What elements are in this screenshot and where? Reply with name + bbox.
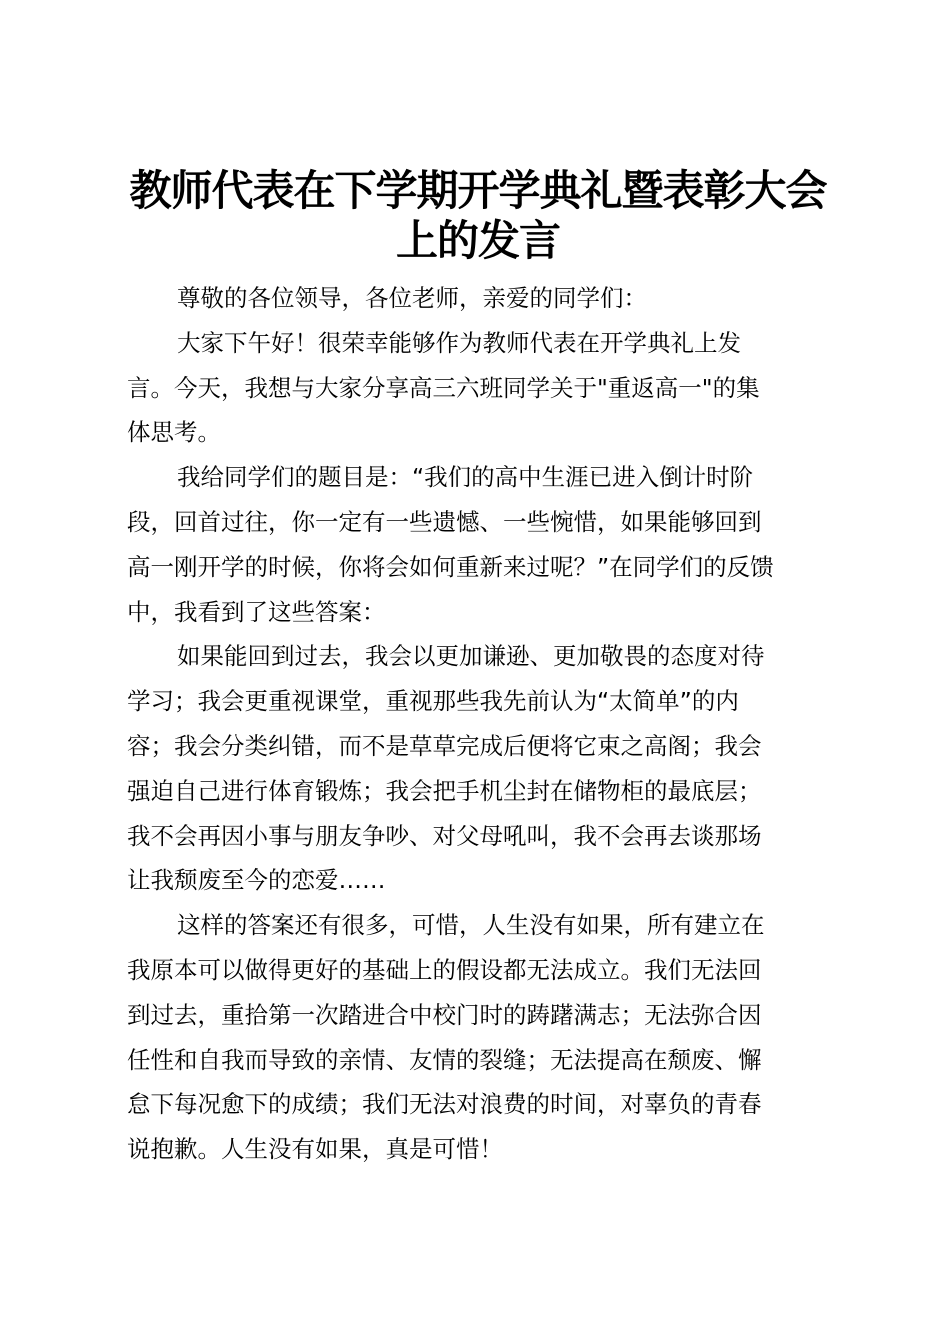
text-line: 说抱歉。人生没有如果，真是可惜！ — [127, 1135, 503, 1164]
document-body — [127, 276, 833, 1172]
text-line: 到过去，重拾第一次踏进合中校门时的踌躇满志；无法弥合因 — [127, 1000, 762, 1029]
text-line: 尊敬的各位领导，各位老师，亲爱的同学们： — [177, 284, 647, 312]
text-line: 我给同学们的题目是：“我们的高中生涯已进入倒计时阶 — [177, 463, 754, 492]
text-line: 言。今天，我想与大家分享高三六班同学关于"重返高一"的集 — [127, 373, 760, 402]
paragraph-question — [127, 455, 833, 634]
text-line: 学习；我会更重视课堂，重视那些我先前认为“太简单”的内 — [127, 687, 739, 716]
text-line: 如果能回到过去，我会以更加谦逊、更加敬畏的态度对待 — [177, 642, 765, 671]
paragraph-greeting — [127, 276, 833, 321]
paragraph-answers — [127, 634, 833, 903]
text-line: 中，我看到了这些答案： — [127, 597, 386, 626]
paragraph-reflection — [127, 903, 833, 1172]
text-line: 体思考。 — [127, 418, 221, 447]
text-line: 怠下每况愈下的成绩；我们无法对浪费的时间，对辜负的青春 — [127, 1090, 762, 1119]
title-line: 上的发言 — [395, 216, 560, 265]
text-line: 容；我会分类纠错，而不是草草完成后便将它束之高阁；我会 — [127, 731, 762, 760]
document-title — [118, 166, 838, 266]
text-line: 我原本可以做得更好的基础上的假设都无法成立。我们无法回 — [127, 955, 762, 984]
text-line: 我不会再因小事与朋友争吵、对父母吼叫，我不会再去谈那场 — [127, 821, 762, 850]
text-line: 任性和自我而导致的亲情、友情的裂缝；无法提高在颓废、懈 — [127, 1045, 762, 1074]
text-line: 段，回首过往，你一定有一些遗憾、一些惋惜，如果能够回到 — [127, 507, 762, 536]
title-line: 教师代表在下学期开学典礼暨表彰大会 — [129, 166, 827, 215]
text-line: 这样的答案还有很多，可惜，人生没有如果，所有建立在 — [177, 911, 765, 940]
text-line: 强迫自己进行体育锻炼；我会把手机尘封在储物柜的最底层； — [127, 776, 762, 805]
text-line: 大家下午好！很荣幸能够作为教师代表在开学典礼上发 — [177, 328, 741, 357]
text-line: 高一刚开学的时候，你将会如何重新来过呢？”在同学们的反馈 — [127, 552, 774, 581]
text-line: 让我颓废至今的恋爱…… — [127, 866, 386, 895]
paragraph-intro — [127, 321, 833, 455]
